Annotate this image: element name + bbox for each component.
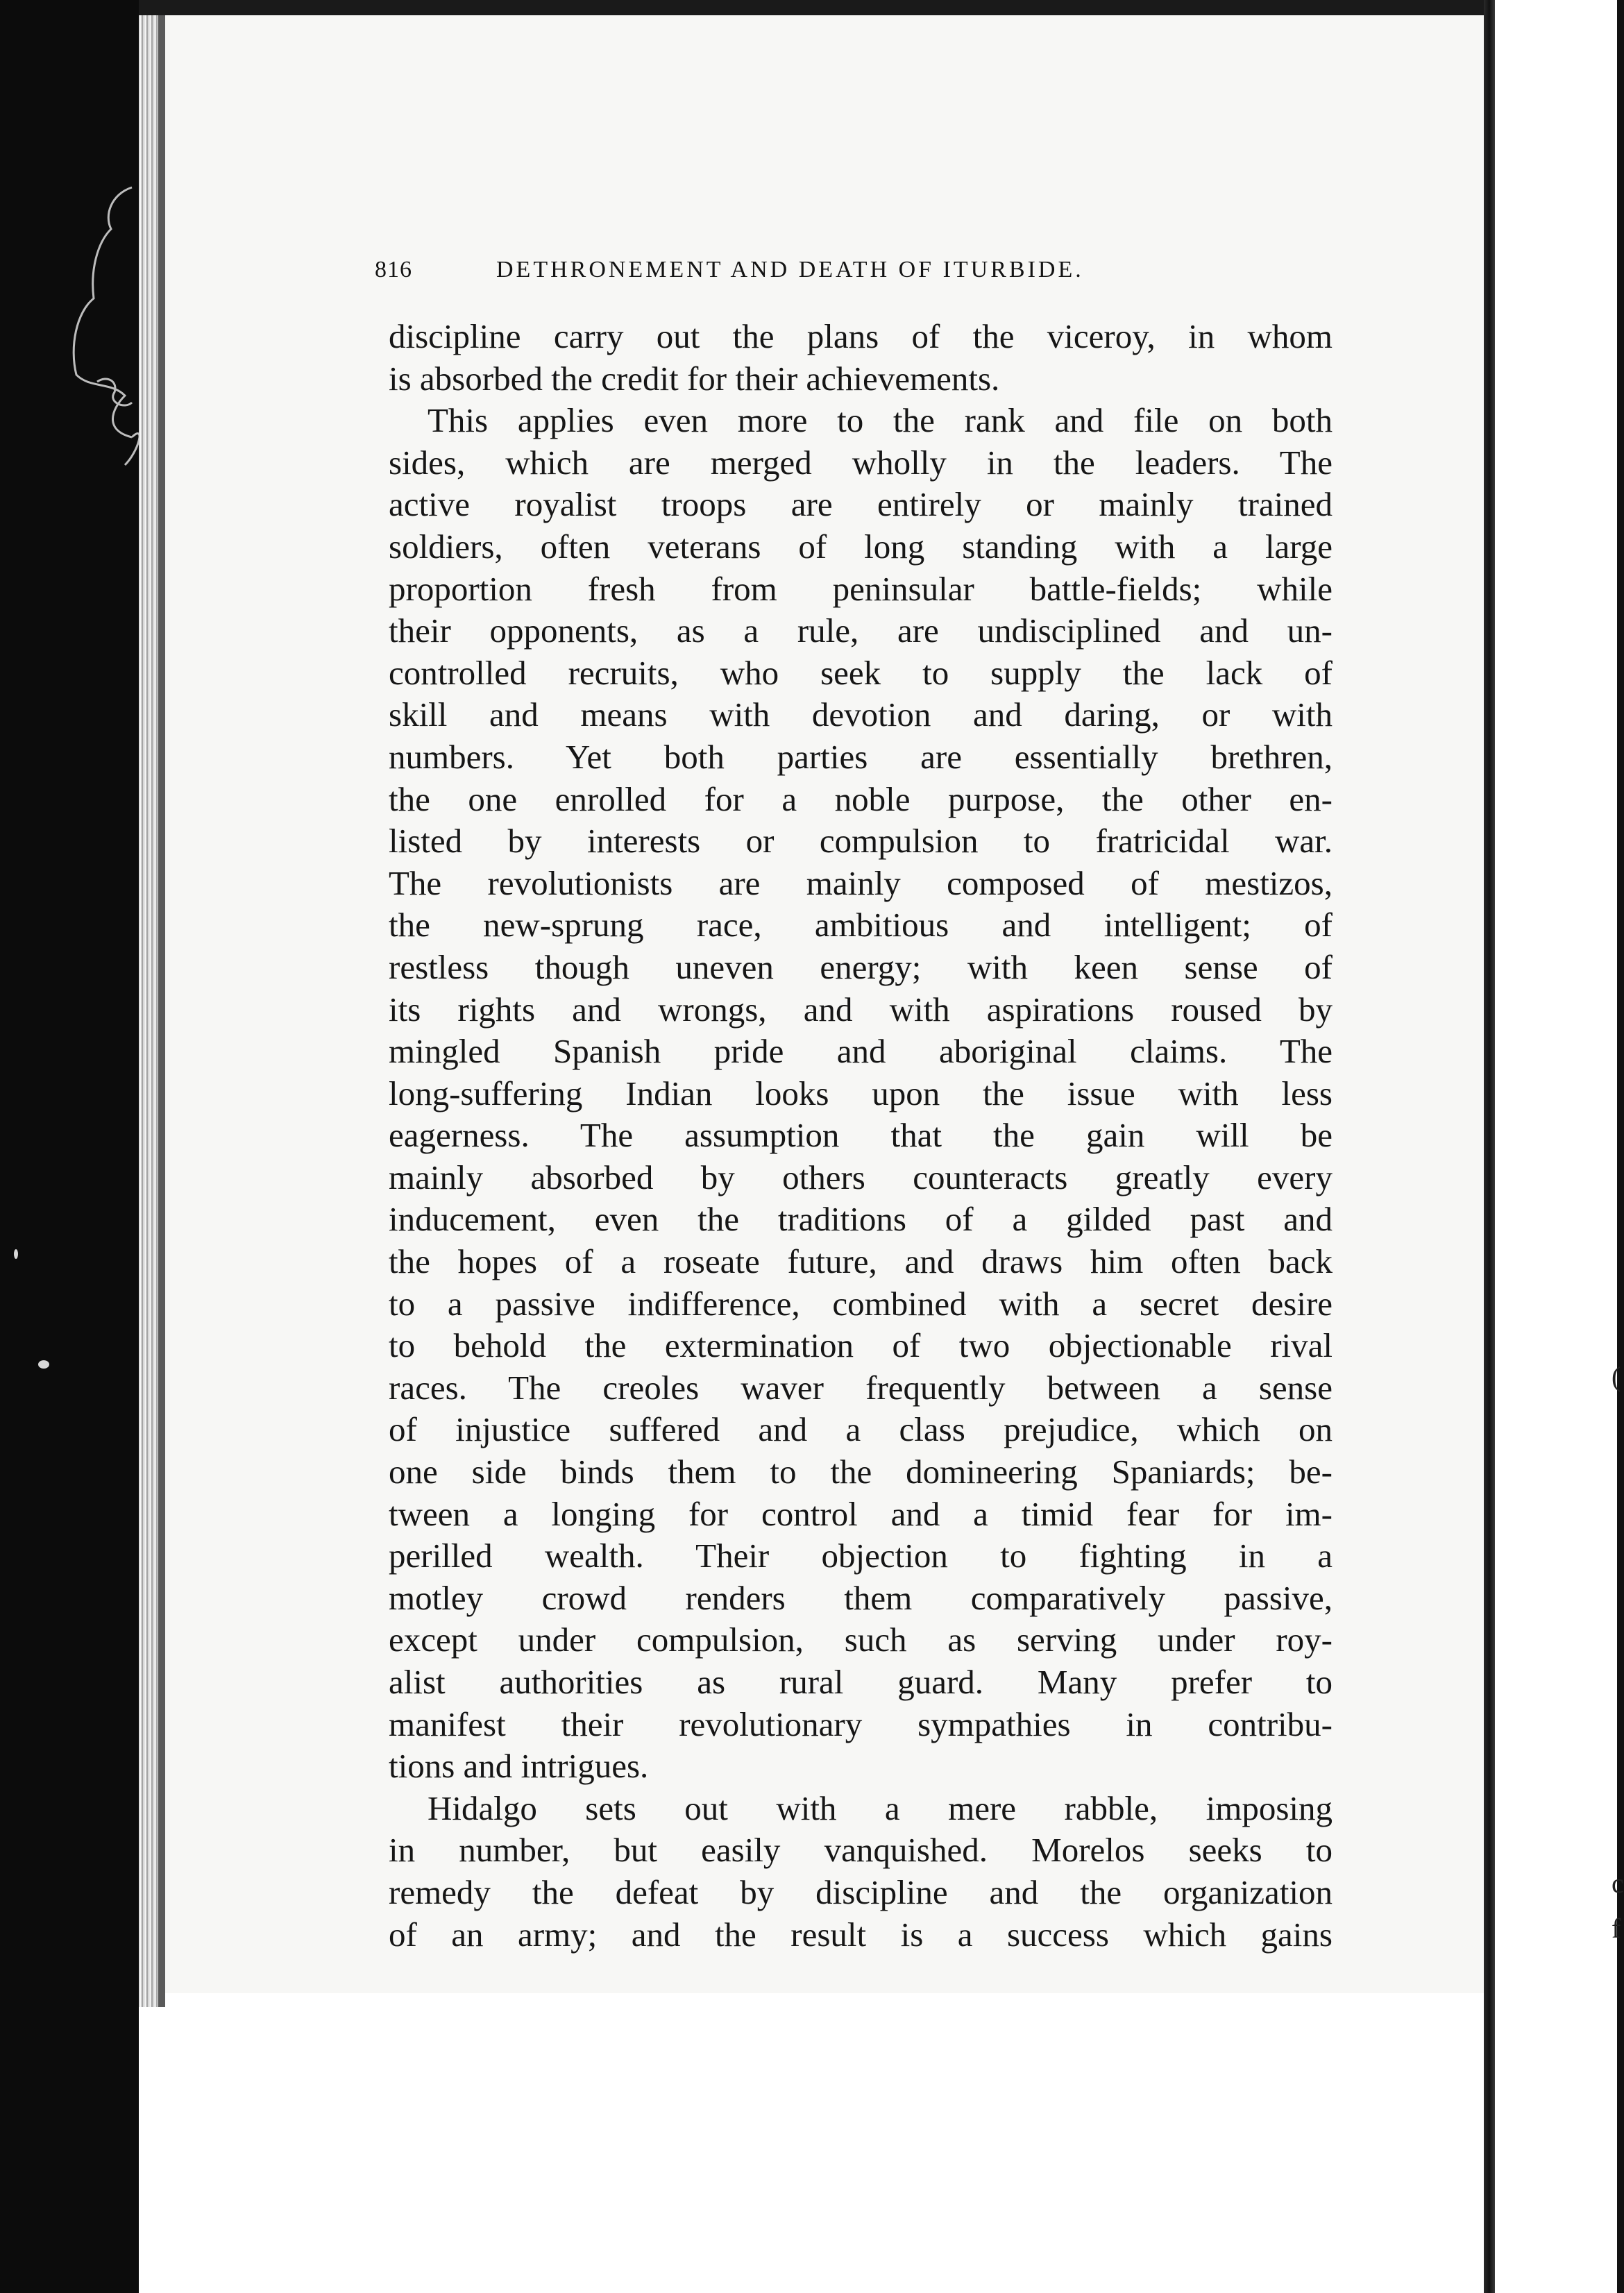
text-line: the one enrolled for a noble purpose, the other en- [389, 779, 1333, 818]
scan-border-top [139, 0, 1624, 15]
page-edge-shadow [158, 15, 165, 2007]
text-line: controlled recruits, who seek to supply the lack of [389, 653, 1333, 692]
text-line: numbers. Yet both parties are essentially brethren, [389, 737, 1333, 776]
body-text [389, 316, 1333, 1956]
text-line: inducement, even the traditions of a gilded past and [389, 1200, 1333, 1239]
text-line: soldiers, often veterans of long standing with a large [389, 527, 1333, 566]
text-line: motley crowd renders them comparatively passive, [389, 1578, 1333, 1617]
text-line: tween a longing for control and a timid fear for im- [389, 1494, 1333, 1533]
facing-page [1495, 0, 1624, 2293]
facing-page-edge [1617, 0, 1624, 2293]
text-line: the hopes of a roseate future, and draws him often back [389, 1242, 1333, 1281]
facing-page-glyph: f [1612, 1913, 1621, 1944]
margin-mark [14, 1249, 18, 1259]
facing-page-glyph: ( [1612, 1361, 1621, 1392]
text-line: one side binds them to the domineering Spaniards; be- [389, 1453, 1333, 1491]
text-line: restless though uneven energy; with keen sense of [389, 947, 1333, 986]
text-line: manifest their revolutionary sympathies in contribu- [389, 1704, 1333, 1743]
text-line: Hidalgo sets out with a mere rabble, imposing [428, 1788, 1333, 1827]
text-line: the new-sprung race, ambitious and intelligent; of [389, 906, 1333, 945]
text-line: of an army; and the result is a success which gains [389, 1915, 1333, 1954]
text-line: perilled wealth. Their objection to fighting in a [389, 1537, 1333, 1575]
text-line: to behold the extermination of two objectionable rival [389, 1326, 1333, 1365]
text-line: This applies even more to the rank and file on both [428, 401, 1333, 440]
text-line: eagerness. The assumption that the gain will be [389, 1116, 1333, 1155]
text-line: mingled Spanish pride and aboriginal claims. The [389, 1032, 1333, 1071]
text-line: is absorbed the credit for their achievements. [389, 359, 1000, 398]
text-line: sides, which are merged wholly in the leaders. The [389, 443, 1333, 482]
text-line: remedy the defeat by discipline and the organization [389, 1872, 1333, 1911]
text-line: their opponents, as a rule, are undisciplined and un- [389, 611, 1333, 650]
text-line: of injustice suffered and a class prejudice, which on [389, 1410, 1333, 1449]
text-line: active royalist troops are entirely or mainly trained [389, 485, 1333, 524]
text-line: its rights and wrongs, and with aspirations roused by [389, 990, 1333, 1029]
text-line: The revolutionists are mainly composed of mestizos, [389, 863, 1333, 902]
text-line: skill and means with devotion and daring, or with [389, 695, 1333, 734]
text-line: listed by interests or compulsion to fratricidal war. [389, 822, 1333, 861]
text-line: mainly absorbed by others counteracts greatly every [389, 1158, 1333, 1196]
text-line: to a passive indifference, combined with a secret desire [389, 1284, 1333, 1323]
running-title: DETHRONEMENT AND DEATH OF ITURBIDE. [496, 257, 1084, 282]
text-line: races. The creoles waver frequently between a sense [389, 1368, 1333, 1407]
page-edge-stack [139, 15, 160, 2007]
text-line: discipline carry out the plans of the viceroy, in whom [389, 317, 1333, 355]
facing-page-glyph: c [1612, 1868, 1624, 1899]
text-line: alist authorities as rural guard. Many prefer to [389, 1663, 1333, 1701]
below-page-area [139, 2007, 1484, 2293]
text-line: long-suffering Indian looks upon the issue with less [389, 1074, 1333, 1112]
text-line: proportion fresh from peninsular battle-fields; while [389, 569, 1333, 608]
text-line: except under compulsion, such as serving under roy- [389, 1621, 1333, 1659]
margin-mark [38, 1360, 49, 1369]
text-line: in number, but easily vanquished. Morelos seeks to [389, 1831, 1333, 1870]
text-line: tions and intrigues. [389, 1747, 649, 1786]
page-number: 816 [375, 257, 412, 282]
book-gutter [1484, 0, 1495, 2293]
